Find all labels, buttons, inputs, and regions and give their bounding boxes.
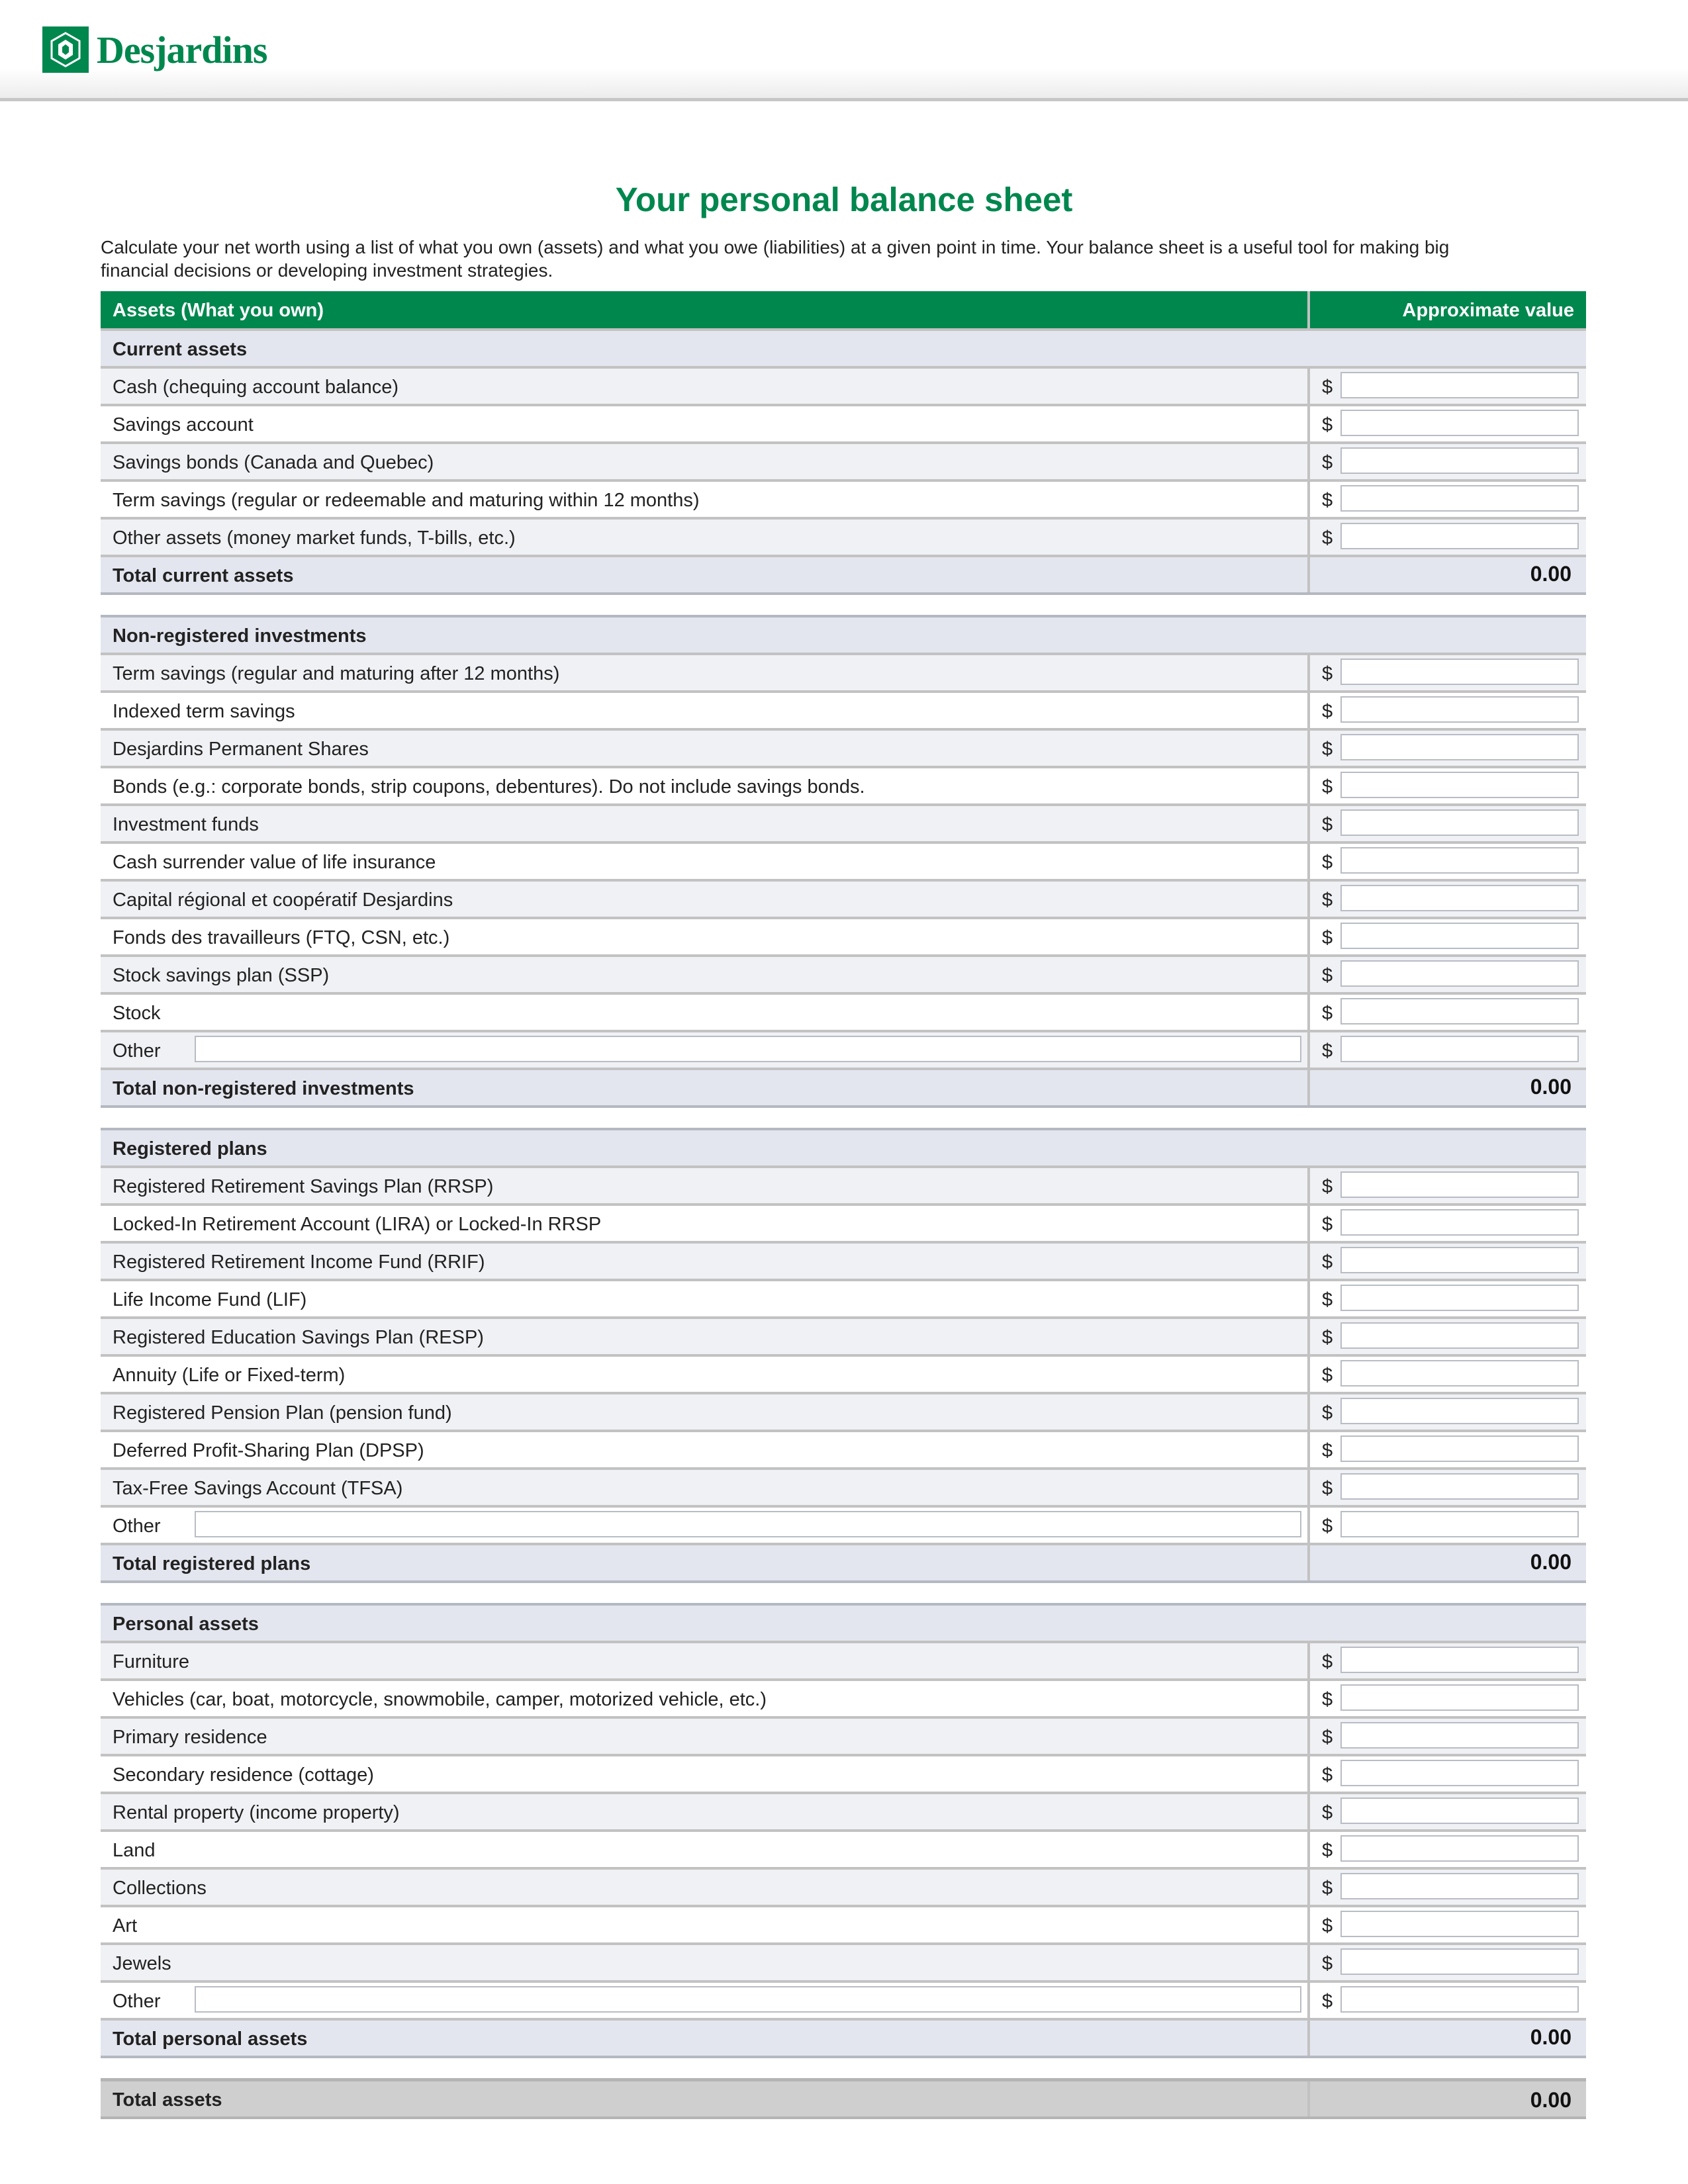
table-row (101, 1394, 1586, 1432)
sections-container (101, 331, 1586, 2058)
row-label: Savings bonds (Canada and Quebec) (113, 452, 434, 473)
column-divider (1307, 731, 1310, 766)
section-title: Non-registered investments (113, 625, 367, 647)
table-row (101, 995, 1586, 1032)
row-label: Primary residence (113, 1727, 267, 1748)
section-total-value: 0.00 (1530, 562, 1571, 586)
section-total-row (101, 557, 1586, 595)
table-row (101, 731, 1586, 768)
column-divider (1307, 1756, 1310, 1792)
table-row (101, 1244, 1586, 1281)
currency-symbol: $ (1322, 1802, 1333, 1823)
currency-symbol: $ (1322, 1251, 1333, 1273)
intro-paragraph: Calculate your net worth using a list of what you own (assets) and what you owe (liabilities) at a given point in time. Your balance sheet is a useful tool for making big financial decisions or developing investment strategies. (101, 237, 1450, 281)
section-total-label: Total current assets (113, 565, 294, 586)
value-input[interactable] (1340, 1647, 1579, 1673)
section-total-row (101, 1545, 1586, 1583)
row-label: Registered Pension Plan (pension fund) (113, 1402, 452, 1424)
value-input[interactable] (1340, 696, 1579, 723)
value-input[interactable] (1340, 485, 1579, 512)
currency-symbol: $ (1322, 1289, 1333, 1310)
currency-symbol: $ (1322, 663, 1333, 684)
table-row (101, 1832, 1586, 1870)
currency-symbol: $ (1322, 1689, 1333, 1710)
row-label: Cash (chequing account balance) (113, 377, 399, 398)
table-row (101, 1206, 1586, 1244)
row-label: Deferred Profit-Sharing Plan (DPSP) (113, 1440, 424, 1461)
currency-symbol: $ (1322, 1915, 1333, 1936)
column-divider (1307, 1281, 1310, 1316)
column-divider (1307, 768, 1310, 803)
row-label: Life Income Fund (LIF) (113, 1289, 307, 1310)
currency-symbol: $ (1322, 1727, 1333, 1748)
table-header (101, 291, 1586, 331)
table-row (101, 1168, 1586, 1206)
currency-symbol: $ (1322, 776, 1333, 797)
section-header (101, 615, 1586, 655)
value-input[interactable] (1340, 1398, 1579, 1424)
row-label: Registered Retirement Income Fund (RRIF) (113, 1251, 485, 1273)
column-divider (1307, 1206, 1310, 1241)
currency-symbol: $ (1322, 377, 1333, 398)
row-label: Registered Retirement Savings Plan (RRSP) (113, 1176, 494, 1197)
row-label: Registered Education Savings Plan (RESP) (113, 1327, 484, 1348)
value-input[interactable] (1340, 1722, 1579, 1749)
brand-name: Desjardins (97, 28, 267, 71)
row-label: Desjardins Permanent Shares (113, 739, 369, 760)
grand-total-label: Total assets (113, 2089, 222, 2111)
row-label: Term savings (regular or redeemable and maturing within 12 months) (113, 490, 700, 511)
value-input[interactable] (1340, 1360, 1579, 1387)
column-divider (1307, 1168, 1310, 1203)
value-input[interactable] (1340, 1797, 1579, 1824)
table-row (101, 1319, 1586, 1357)
table-row (101, 1508, 1586, 1545)
row-label: Land (113, 1840, 156, 1861)
table-row (101, 406, 1586, 444)
value-input[interactable] (1340, 1760, 1579, 1786)
value-input[interactable] (1340, 1036, 1579, 1062)
value-input[interactable] (1340, 1473, 1579, 1500)
currency-symbol: $ (1322, 1478, 1333, 1499)
table-row (101, 1983, 1586, 2021)
column-divider (1307, 1508, 1310, 1543)
currency-symbol: $ (1322, 1440, 1333, 1461)
row-label: Secondary residence (cottage) (113, 1764, 374, 1786)
section-total-value: 0.00 (1530, 1075, 1571, 1099)
section-total-row (101, 1070, 1586, 1108)
table-row (101, 693, 1586, 731)
row-label: Fonds des travailleurs (FTQ, CSN, etc.) (113, 927, 450, 948)
currency-symbol: $ (1322, 1953, 1333, 1974)
column-divider (1307, 1070, 1310, 1105)
currency-symbol: $ (1322, 1991, 1333, 2012)
section-title: Registered plans (113, 1138, 267, 1160)
column-divider (1307, 2081, 1310, 2116)
column-divider (1307, 1244, 1310, 1279)
currency-symbol: $ (1322, 1840, 1333, 1861)
section-total-row (101, 2021, 1586, 2058)
value-input[interactable] (1340, 734, 1579, 760)
table-row (101, 520, 1586, 557)
column-divider (1307, 806, 1310, 841)
row-label: Vehicles (car, boat, motorcycle, snowmobile, camper, motorized vehicle, etc.) (113, 1689, 767, 1710)
column-divider (1307, 1719, 1310, 1754)
section-header (101, 331, 1586, 369)
value-input[interactable] (1340, 1873, 1579, 1899)
row-label: Term savings (regular and maturing after 12 months) (113, 663, 560, 684)
top-banner (0, 0, 1688, 101)
column-divider (1307, 957, 1310, 992)
currency-symbol: $ (1322, 414, 1333, 435)
desjardins-logo-icon (42, 26, 89, 73)
table-row (101, 1794, 1586, 1832)
table-row (101, 655, 1586, 693)
column-divider (1307, 557, 1310, 592)
table-row (101, 919, 1586, 957)
balance-sheet-table (101, 291, 1586, 2119)
column-divider (1307, 1470, 1310, 1505)
table-row (101, 1907, 1586, 1945)
column-divider (1307, 1545, 1310, 1580)
currency-symbol: $ (1322, 1003, 1333, 1024)
header-assets-label: Assets (What you own) (113, 300, 324, 321)
currency-symbol: $ (1322, 965, 1333, 986)
currency-symbol: $ (1322, 527, 1333, 549)
row-label: Art (113, 1915, 138, 1936)
row-label: Other (113, 1516, 161, 1537)
value-input[interactable] (1340, 1171, 1579, 1198)
value-input[interactable] (1340, 1322, 1579, 1349)
table-row (101, 444, 1586, 482)
row-label: Savings account (113, 414, 254, 435)
currency-symbol: $ (1322, 739, 1333, 760)
table-row (101, 1681, 1586, 1719)
header-value-label: Approximate value (1402, 300, 1574, 321)
section-header (101, 1128, 1586, 1168)
table-row (101, 1643, 1586, 1681)
currency-symbol: $ (1322, 490, 1333, 511)
value-input[interactable] (1340, 1986, 1579, 2013)
row-label: Tax-Free Savings Account (TFSA) (113, 1478, 403, 1499)
table-row (101, 768, 1586, 806)
column-divider (1307, 1870, 1310, 1905)
row-label: Other (113, 1991, 161, 2012)
section-total-label: Total personal assets (113, 2028, 308, 2050)
value-input[interactable] (1340, 372, 1579, 398)
column-divider (1307, 1983, 1310, 2018)
grand-total-row (101, 2078, 1586, 2119)
currency-symbol: $ (1322, 1365, 1333, 1386)
column-divider (1307, 406, 1310, 441)
table-row (101, 1432, 1586, 1470)
row-label: Other assets (money market funds, T-bills, etc.) (113, 527, 516, 549)
table-row (101, 1357, 1586, 1394)
grand-total-value: 0.00 (1530, 2088, 1571, 2112)
currency-symbol: $ (1322, 1651, 1333, 1672)
value-input[interactable] (1340, 1911, 1579, 1937)
other-description-input[interactable] (195, 1036, 1301, 1062)
section-total-value: 0.00 (1530, 1550, 1571, 1574)
value-input[interactable] (1340, 410, 1579, 436)
table-row (101, 1870, 1586, 1907)
table-row (101, 957, 1586, 995)
column-divider (1307, 1432, 1310, 1467)
section-total-label: Total registered plans (113, 1553, 311, 1574)
value-input[interactable] (1340, 772, 1579, 798)
value-input[interactable] (1340, 1835, 1579, 1862)
table-row (101, 882, 1586, 919)
section-title: Current assets (113, 339, 248, 360)
value-input[interactable] (1340, 923, 1579, 949)
currency-symbol: $ (1322, 1878, 1333, 1899)
value-input[interactable] (1340, 659, 1579, 685)
table-row (101, 1756, 1586, 1794)
value-input[interactable] (1340, 1285, 1579, 1311)
row-label: Rental property (income property) (113, 1802, 400, 1823)
section-title: Personal assets (113, 1614, 259, 1635)
currency-symbol: $ (1322, 852, 1333, 873)
value-input[interactable] (1340, 998, 1579, 1024)
currency-symbol: $ (1322, 1214, 1333, 1235)
currency-symbol: $ (1322, 1176, 1333, 1197)
row-label: Other (113, 1040, 161, 1062)
value-input[interactable] (1340, 847, 1579, 874)
value-input[interactable] (1340, 447, 1579, 474)
row-label: Investment funds (113, 814, 259, 835)
value-input[interactable] (1340, 1247, 1579, 1273)
column-divider (1307, 882, 1310, 917)
currency-symbol: $ (1322, 1040, 1333, 1062)
column-divider (1307, 1794, 1310, 1829)
row-label: Collections (113, 1878, 207, 1899)
column-divider (1307, 482, 1310, 517)
column-divider (1307, 2021, 1310, 2056)
row-label: Bonds (e.g.: corporate bonds, strip coupons, debentures). Do not include savings bonds. (113, 776, 865, 797)
value-input[interactable] (1340, 1684, 1579, 1711)
row-label: Locked-In Retirement Account (LIRA) or Locked-In RRSP (113, 1214, 602, 1235)
table-row (101, 1945, 1586, 1983)
row-label: Annuity (Life or Fixed-term) (113, 1365, 346, 1386)
column-divider (1307, 655, 1310, 690)
row-label: Indexed term savings (113, 701, 295, 722)
column-divider (1307, 693, 1310, 728)
currency-symbol: $ (1322, 889, 1333, 911)
other-description-input[interactable] (195, 1986, 1301, 2013)
value-input[interactable] (1340, 1511, 1579, 1537)
value-input[interactable] (1340, 1948, 1579, 1975)
column-divider (1307, 444, 1310, 479)
other-description-input[interactable] (195, 1511, 1301, 1537)
value-input[interactable] (1340, 809, 1579, 836)
currency-symbol: $ (1322, 1327, 1333, 1348)
column-divider (1307, 1032, 1310, 1068)
row-label: Stock savings plan (SSP) (113, 965, 330, 986)
value-input[interactable] (1340, 960, 1579, 987)
brand-logo (42, 26, 267, 73)
row-label: Cash surrender value of life insurance (113, 852, 436, 873)
row-label: Jewels (113, 1953, 171, 1974)
column-divider (1307, 369, 1310, 404)
currency-symbol: $ (1322, 1516, 1333, 1537)
table-row (101, 369, 1586, 406)
table-row (101, 482, 1586, 520)
value-input[interactable] (1340, 523, 1579, 549)
column-divider (1307, 1832, 1310, 1867)
section-total-value: 0.00 (1530, 2025, 1571, 2049)
currency-symbol: $ (1322, 1764, 1333, 1786)
page-title: Your personal balance sheet (615, 181, 1073, 218)
column-divider (1307, 1357, 1310, 1392)
row-label: Stock (113, 1003, 161, 1024)
table-row (101, 1032, 1586, 1070)
value-input[interactable] (1340, 1435, 1579, 1462)
table-row (101, 844, 1586, 882)
table-row (101, 1719, 1586, 1756)
column-divider (1307, 1681, 1310, 1716)
column-divider (1307, 1907, 1310, 1942)
column-divider (1307, 1319, 1310, 1354)
currency-symbol: $ (1322, 927, 1333, 948)
section-total-label: Total non-registered investments (113, 1078, 414, 1099)
table-row (101, 1470, 1586, 1508)
section-header (101, 1603, 1586, 1643)
column-divider (1307, 919, 1310, 954)
row-label: Capital régional et coopératif Desjardins (113, 889, 453, 911)
table-row (101, 1281, 1586, 1319)
column-divider (1307, 520, 1310, 555)
currency-symbol: $ (1322, 452, 1333, 473)
column-divider (1307, 1945, 1310, 1980)
currency-symbol: $ (1322, 701, 1333, 722)
value-input[interactable] (1340, 885, 1579, 911)
column-divider (1307, 1394, 1310, 1430)
table-row (101, 806, 1586, 844)
column-divider (1307, 995, 1310, 1030)
value-input[interactable] (1340, 1209, 1579, 1236)
currency-symbol: $ (1322, 814, 1333, 835)
row-label: Furniture (113, 1651, 190, 1672)
column-divider (1307, 844, 1310, 879)
column-divider (1307, 1643, 1310, 1678)
column-divider (1307, 291, 1310, 328)
currency-symbol: $ (1322, 1402, 1333, 1424)
